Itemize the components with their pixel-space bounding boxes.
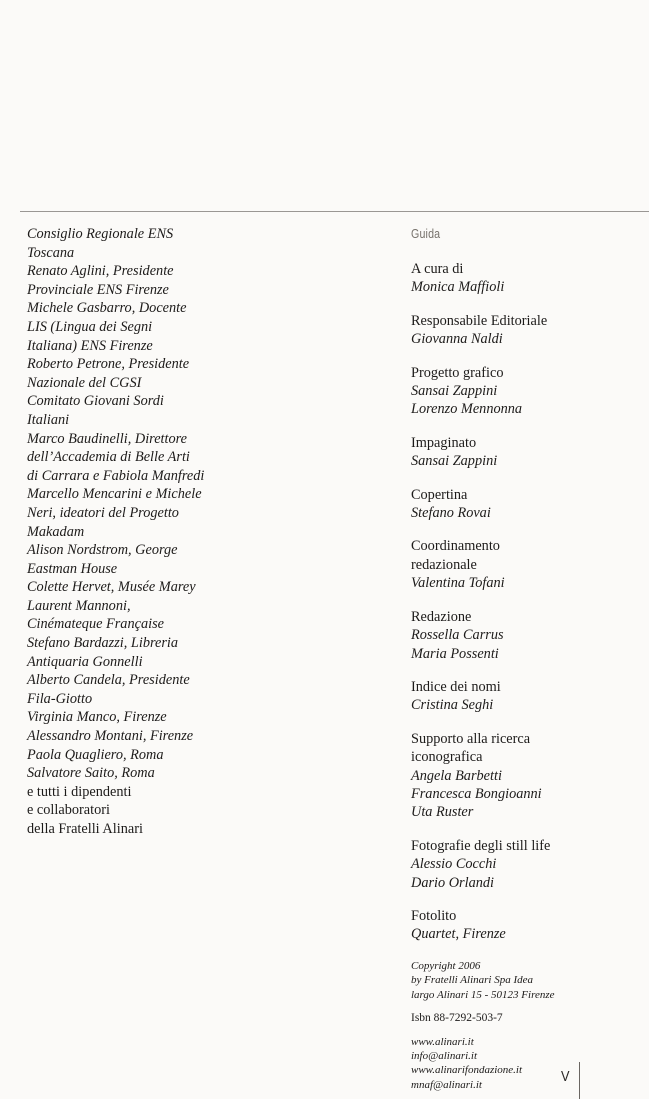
credit-entry [411,907,641,944]
credit-role: Redazione [411,608,472,625]
credit-name: Stefano Rovai [411,505,491,522]
website-link[interactable]: www.alinari.it [411,1035,474,1048]
credit-name: Lorenzo Mennonna [411,401,523,418]
credit-entry [411,730,641,822]
page-number-rule [579,1062,580,1099]
credit-name: Sansai Zappini [411,383,498,400]
credit-entry [411,678,641,715]
credits-column [411,225,641,1092]
acknowledgement-line: Nazionale del CGSI [27,374,142,391]
credit-name: Maria Possenti [411,645,499,662]
copyright-line: Copyright 2006 [411,959,481,972]
acknowledgement-line: Colette Hervet, Musée Marey [27,579,196,596]
acknowledgement-line: Toscana [27,244,75,261]
acknowledgement-line: e tutti i dipendenti [27,783,132,800]
acknowledgement-line: dell’Accademia di Belle Arti [27,449,190,466]
credit-name: Alessio Cocchi [411,856,497,873]
credit-role: Coordinamento [411,538,500,555]
acknowledgement-line: Marcello Mencarini e Michele [27,486,202,503]
acknowledgement-line: Michele Gasbarro, Docente [27,300,187,317]
museum-email-link[interactable]: mnaf@alinari.it [411,1078,482,1091]
credit-role: Supporto alla ricerca [411,730,531,747]
credit-name: Dario Orlandi [411,874,495,891]
credit-role: Indice dei nomi [411,678,501,695]
credit-role: redazionale [411,556,477,573]
acknowledgement-line: Makadam [27,523,85,540]
credit-entry [411,312,641,349]
credit-entry [411,486,641,523]
credit-role: Progetto grafico [411,364,504,381]
credit-name: Cristina Seghi [411,697,494,714]
credit-role: iconografica [411,749,483,766]
credit-name: Quartet, Firenze [411,926,506,943]
acknowledgement-line: Comitato Giovani Sordi [27,393,164,410]
acknowledgement-line: Alberto Candela, Presidente [27,672,190,689]
credit-role: Impaginato [411,434,477,451]
acknowledgement-line: Neri, ideatori del Progetto [27,504,179,521]
acknowledgement-line: Stefano Bardazzi, Libreria [27,635,179,652]
section-label: Guida [411,226,441,241]
credit-entry [411,260,641,297]
acknowledgements-column [27,225,377,839]
credit-role: Fotografie degli still life [411,837,551,854]
credit-name: Monica Maffioli [411,279,505,296]
credit-role: Responsabile Editoriale [411,312,548,329]
copyright-block [411,959,641,1003]
credit-name: Valentina Tofani [411,575,505,592]
acknowledgement-line: Salvatore Saito, Roma [27,765,155,782]
copyright-address: largo Alinari 15 - 50123 Firenze [411,988,555,1001]
credit-role: Copertina [411,486,468,503]
isbn: Isbn 88-7292-503-7 [411,1011,503,1024]
acknowledgement-line: Consiglio Regionale ENS [27,226,174,242]
web-contacts [411,1035,641,1093]
acknowledgement-line: Renato Aglini, Presidente [27,263,174,280]
credit-role: Fotolito [411,907,457,924]
acknowledgement-line: Eastman House [27,560,118,577]
credit-name: Sansai Zappini [411,453,498,470]
credits-list [411,260,641,944]
credit-name: Rossella Carrus [411,627,504,644]
acknowledgement-line: Cinémateque Française [27,616,164,633]
email-link[interactable]: info@alinari.it [411,1049,478,1062]
credit-entry [411,364,641,419]
acknowledgement-line: Antiquaria Gonnelli [27,653,143,670]
copyright-publisher: by Fratelli Alinari Spa Idea [411,974,534,987]
credit-role: A cura di [411,261,464,277]
acknowledgement-line: Provinciale ENS Firenze [27,281,169,298]
acknowledgement-line: Roberto Petrone, Presidente [27,356,190,373]
acknowledgement-line: Italiana) ENS Firenze [27,337,153,354]
acknowledgement-line: Alison Nordstrom, George [27,542,178,559]
acknowledgement-line: di Carrara e Fabiola Manfredi [27,467,205,484]
credit-name: Uta Ruster [411,804,474,821]
credit-entry [411,537,641,592]
acknowledgement-line: LIS (Lingua dei Segni [27,318,153,335]
credit-entry [411,434,641,471]
acknowledgement-line: Laurent Mannoni, [27,597,131,614]
credit-name: Angela Barbetti [411,767,502,784]
credit-entry [411,837,641,892]
acknowledgement-line: della Fratelli Alinari [27,821,143,837]
acknowledgement-line: Alessandro Montani, Firenze [27,728,194,745]
credit-entry [411,608,641,663]
page-number: V [561,1068,570,1085]
credit-name: Francesca Bongioanni [411,785,542,802]
acknowledgement-line: Italiani [27,411,70,428]
foundation-website-link[interactable]: www.alinarifondazione.it [411,1064,523,1077]
top-rule [20,211,649,212]
acknowledgement-line: Fila-Giotto [27,690,93,707]
acknowledgement-line: e collaboratori [27,802,110,819]
acknowledgement-line: Virginia Manco, Firenze [27,709,167,726]
acknowledgement-line: Marco Baudinelli, Direttore [27,430,188,447]
credit-name: Giovanna Naldi [411,331,503,348]
acknowledgement-line: Paola Quagliero, Roma [27,746,164,763]
